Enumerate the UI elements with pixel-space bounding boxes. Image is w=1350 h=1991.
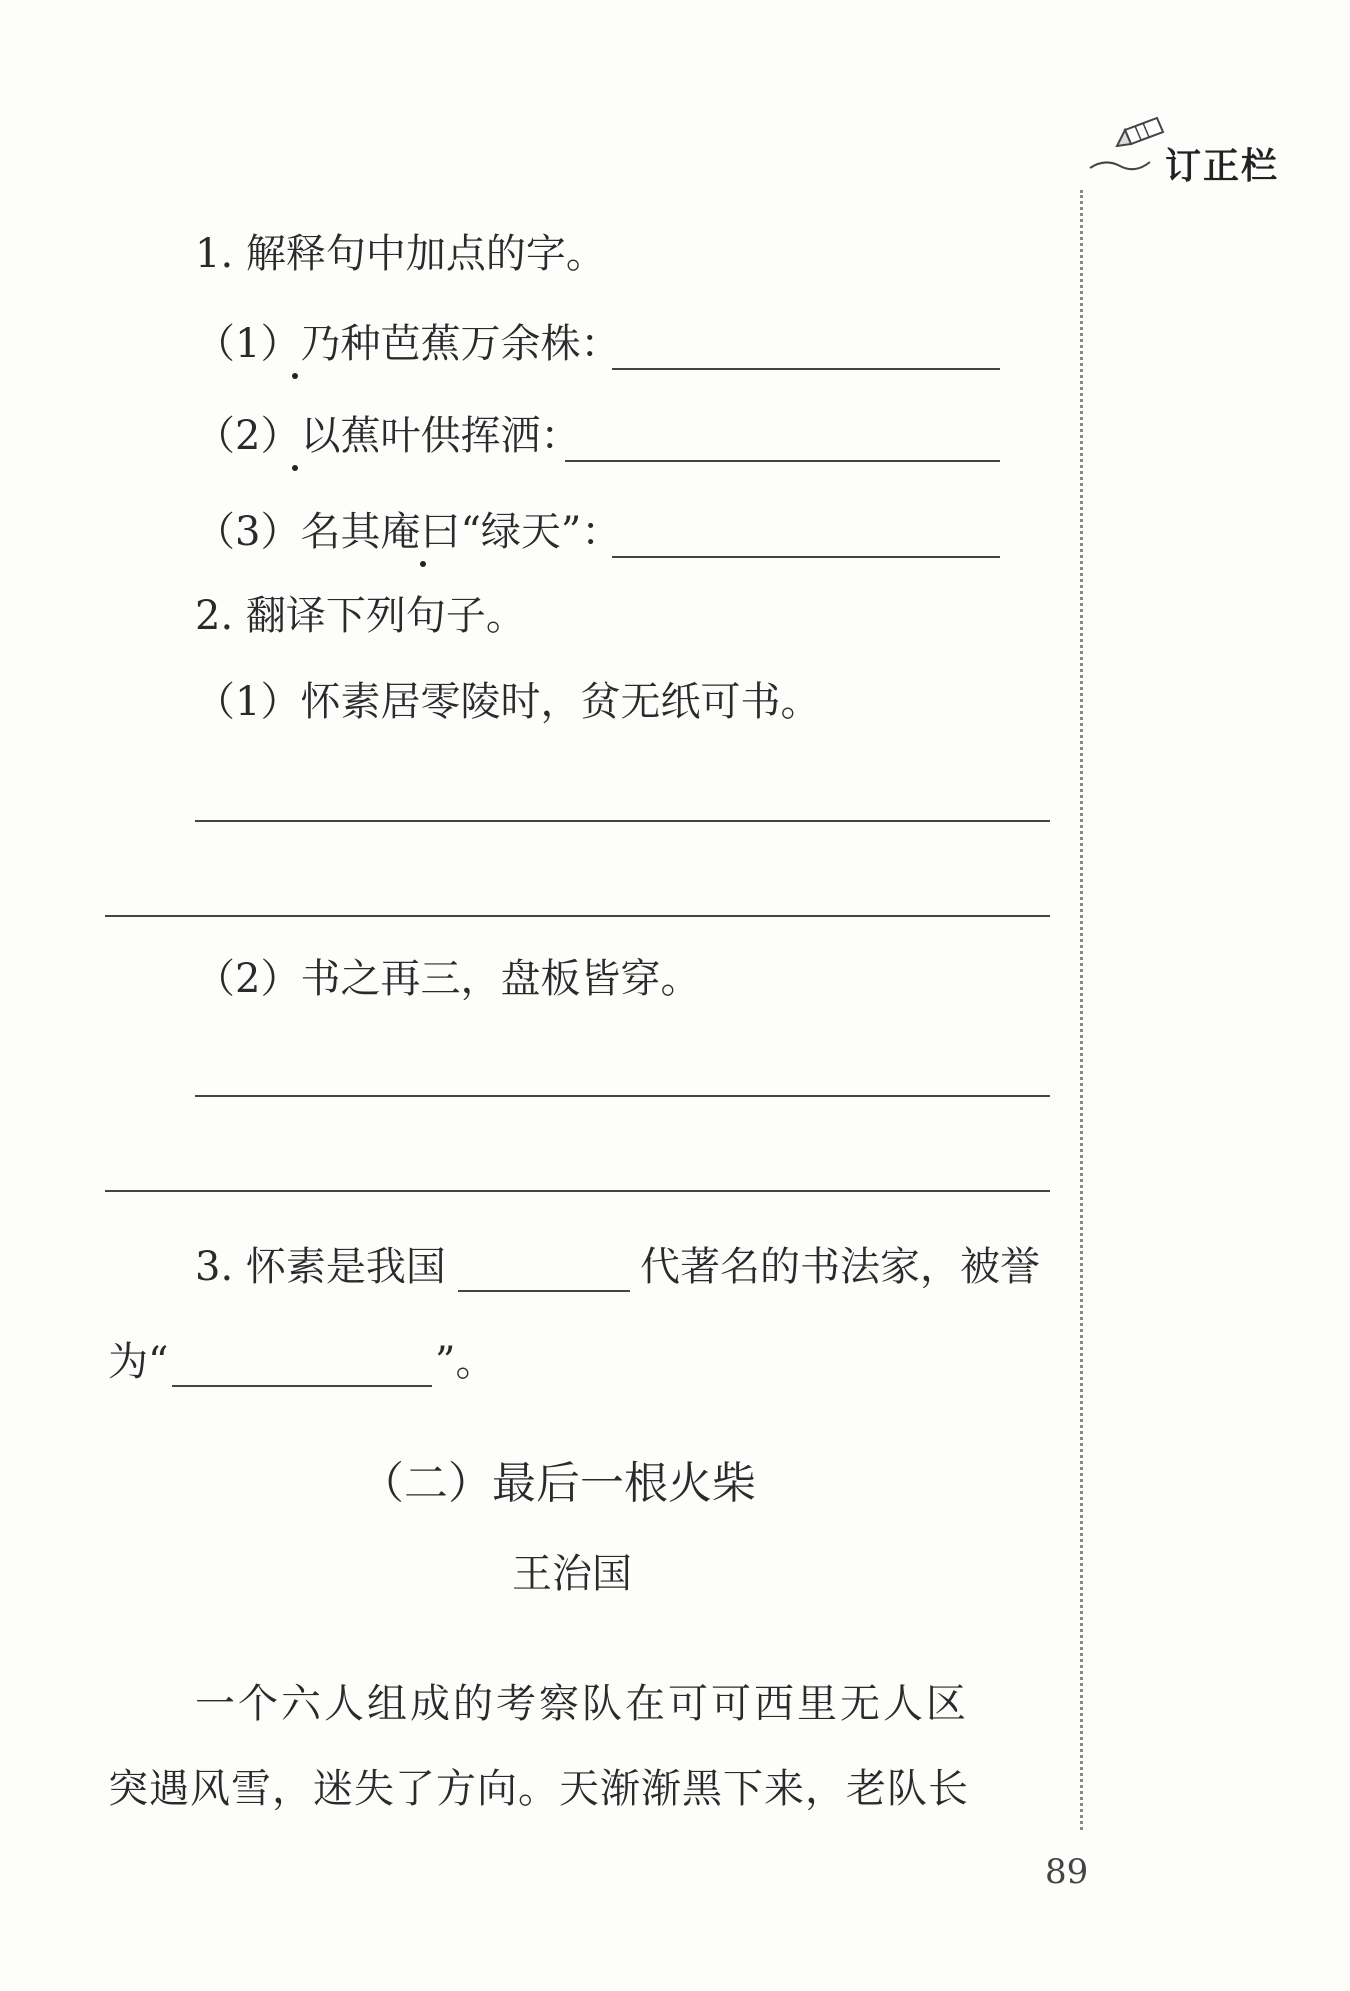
q3-text-part2: 代著名的书法家，被誉: [640, 1244, 1040, 1290]
q3-text-part3: 为“: [108, 1339, 169, 1385]
q3-text-part1: 3. 怀素是我国: [195, 1244, 446, 1290]
q2-item-1-answer-line-2[interactable]: [105, 915, 1050, 917]
q3-text-part4: ”。: [435, 1339, 496, 1385]
q1-item-3-text: （3）名其庵曰“绿天”：: [195, 509, 622, 555]
correction-column-divider: [1080, 190, 1083, 1830]
q1-item-2-text: （2）以蕉叶供挥洒：: [195, 413, 581, 459]
q2-item-2-answer-line-1[interactable]: [195, 1095, 1050, 1097]
correction-column-label: 订正栏: [1165, 146, 1280, 187]
emphasis-dot: [420, 561, 426, 567]
emphasis-dot: [292, 373, 298, 379]
q2-item-1-answer-line-1[interactable]: [195, 820, 1050, 822]
q1-item-1-answer-line[interactable]: [612, 368, 1000, 370]
section-author: 王治国: [512, 1551, 632, 1597]
passage-line-1: 一个六人组成的考察队在可可西里无人区: [195, 1681, 969, 1727]
q2-prompt: 2. 翻译下列句子。: [195, 593, 526, 639]
section-title: （二）最后一根火柴: [360, 1458, 756, 1509]
q1-item-3-answer-line[interactable]: [612, 556, 1000, 558]
q1-item-1-text: （1）乃种芭蕉万余株：: [195, 321, 621, 367]
passage-line-2: 突遇风雪，迷失了方向。天渐渐黑下来，老队长: [108, 1766, 969, 1812]
q1-prompt: 1. 解释句中加点的字。: [195, 231, 606, 277]
q2-item-1-text: （1）怀素居零陵时，贫无纸可书。: [195, 679, 821, 725]
q1-item-2-answer-line[interactable]: [565, 460, 1000, 462]
q2-item-2-answer-line-2[interactable]: [105, 1190, 1050, 1192]
q3-dynasty-blank[interactable]: [458, 1290, 630, 1292]
q3-title-blank[interactable]: [172, 1385, 432, 1387]
page-number: 89: [1045, 1852, 1089, 1892]
emphasis-dot: [292, 465, 298, 471]
pencil-icon: [1085, 110, 1175, 180]
q2-item-2-text: （2）书之再三，盘板皆穿。: [195, 956, 701, 1002]
